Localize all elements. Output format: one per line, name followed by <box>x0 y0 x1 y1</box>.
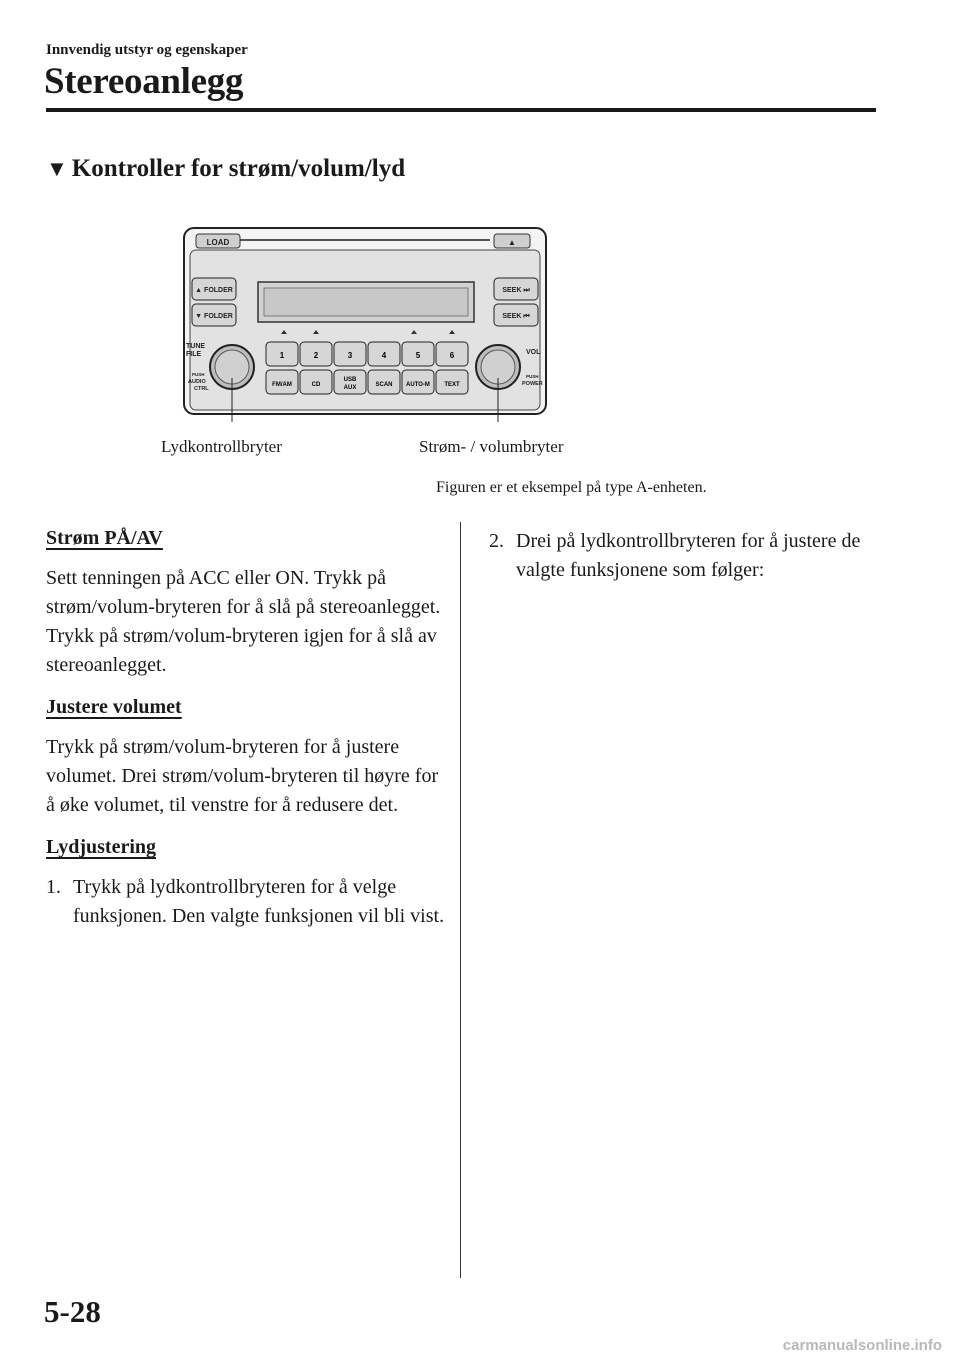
power-label: POWER <box>522 381 543 387</box>
preset-label: 2 <box>313 351 319 360</box>
function-label: FM/AM <box>272 382 292 388</box>
preset-label: 4 <box>381 351 387 360</box>
folder-down-label: ▼ FOLDER <box>195 313 233 320</box>
step-1-number: 1. <box>46 876 61 898</box>
display-inner <box>264 288 468 316</box>
page-title: Stereoanlegg <box>44 61 244 102</box>
tune-label: TUNE <box>186 343 206 350</box>
figure-caption: Figuren er et eksempel på type A-enheten. <box>436 479 707 496</box>
list-item-step-1 <box>46 873 446 931</box>
vol-label: VOL <box>526 349 541 356</box>
volume-heading: Justere volumet <box>46 696 182 718</box>
file-label: FILE <box>186 351 202 358</box>
power-heading: Strøm PÅ/AV <box>46 527 163 549</box>
step-2-number: 2. <box>489 530 504 552</box>
breadcrumb: Innvendig utstyr og egenskaper <box>46 42 248 58</box>
seek-down-label: SEEK ⏮ <box>502 313 530 320</box>
function-label: AUTO-M <box>406 382 430 388</box>
callout-audio-control: Lydkontrollbryter <box>161 437 282 456</box>
preset-label: 6 <box>449 351 455 360</box>
folder-up-label: ▲ FOLDER <box>195 287 233 294</box>
seek-up-label: SEEK ⏭ <box>502 287 530 294</box>
function-label: TEXT <box>444 382 460 388</box>
function-label: SCAN <box>375 382 393 388</box>
preset-label: 3 <box>347 351 353 360</box>
aux-label: AUX <box>343 385 357 391</box>
load-label: LOAD <box>206 238 230 247</box>
watermark: carmanualsonline.info <box>782 1337 942 1354</box>
usb-label: USB <box>343 377 357 383</box>
callout-power-volume: Strøm- / volumbryter <box>419 437 564 456</box>
page-number: 5-28 <box>44 1294 101 1329</box>
right-column <box>489 527 869 601</box>
eject-icon: ▲ <box>508 238 516 247</box>
section-heading <box>46 155 405 183</box>
audio-unit-illustration <box>180 226 550 422</box>
push-power-label: PUSH <box>526 374 539 379</box>
audio-label: AUDIO <box>188 379 206 385</box>
column-divider <box>460 522 461 1278</box>
power-text: Sett tenningen på ACC eller ON. Trykk på strøm/volum-bryteren for å slå på stereoanlegget. Trykk på strøm/volum-bryteren igjen for å slå av stereoanlegget. <box>46 567 441 676</box>
section-triangle-icon: ▼ <box>46 156 68 181</box>
list-item-step-2 <box>489 527 869 585</box>
step-1-text: Trykk på lydkontrollbryteren for å velge funksjonen. Den valgte funksjonen vil bli vist. <box>73 876 445 927</box>
volume-text: Trykk på strøm/volum-bryteren for å justere volumet. Drei strøm/volum-bryteren til høyre for å øke volumet, til venstre for å redusere det. <box>46 736 439 816</box>
section-title: Kontroller for strøm/volum/lyd <box>71 155 406 182</box>
function-label: CD <box>311 382 321 388</box>
push-label: PUSH <box>192 372 205 377</box>
left-column <box>46 527 446 947</box>
ctrl-label: CTRL <box>194 386 209 392</box>
sound-heading: Lydjustering <box>46 836 157 858</box>
step-2-text: Drei på lydkontrollbryteren for å justere de valgte funksjonene som følger: <box>516 530 861 581</box>
preset-label: 5 <box>415 351 421 360</box>
header-rule <box>46 108 876 112</box>
preset-label: 1 <box>279 351 285 360</box>
